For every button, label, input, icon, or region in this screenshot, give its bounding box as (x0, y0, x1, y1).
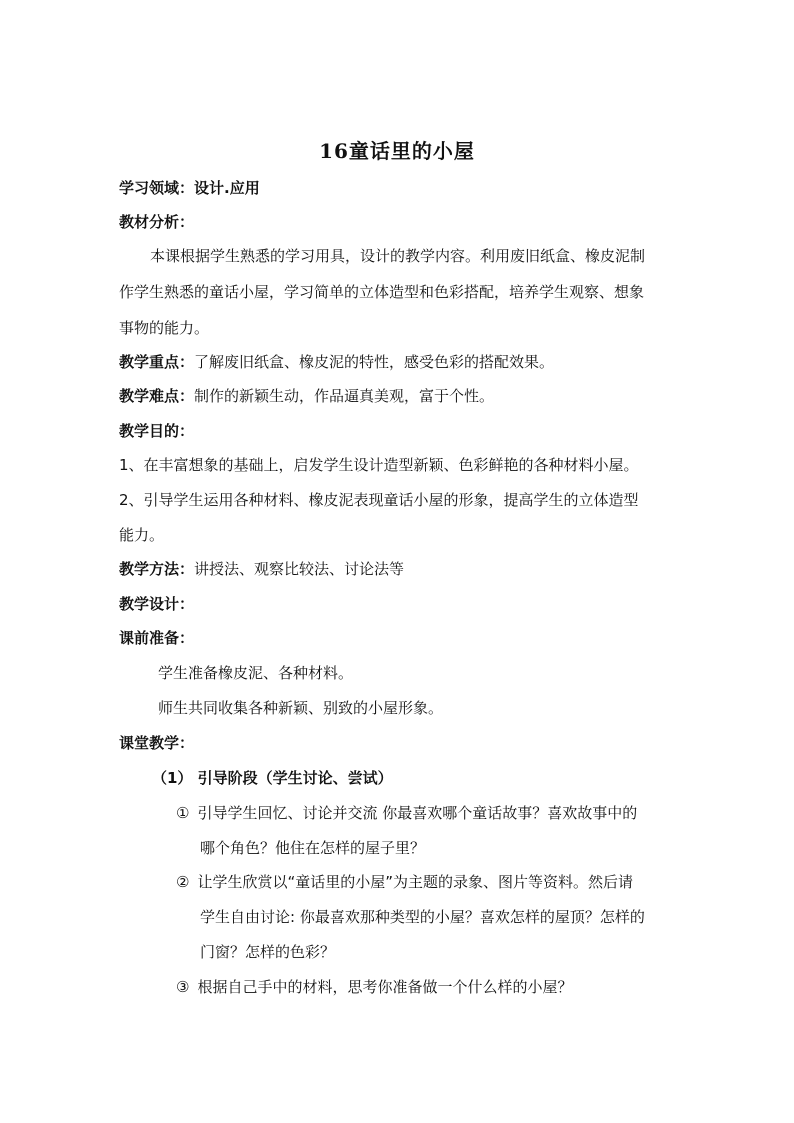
page-title: 16童话里的小屋 (319, 139, 475, 163)
field-value: 设计.应用 (194, 179, 260, 197)
step-number: ② (176, 873, 190, 891)
analysis-label: 教材分析： (119, 213, 195, 231)
method-value: 讲授法、观察比较法、讨论法等 (194, 560, 405, 578)
field-row (119, 178, 260, 198)
step-item (176, 977, 572, 997)
goal-item: 1、在丰富想象的基础上，启发学生设计造型新颖、色彩鲜艳的各种材料小屋。 (119, 456, 639, 474)
analysis-line: 事物的能力。 (119, 319, 210, 337)
step-line: 根据自己手中的材料，思考你准备做一个什么样的小屋？ (197, 978, 573, 996)
classroom-label: 课堂教学： (119, 734, 195, 752)
difficulty-row (119, 386, 494, 406)
step-line: 哪个角色？他住在怎样的屋子里？ (200, 839, 426, 857)
method-row (119, 559, 404, 579)
difficulty-label: 教学难点： (119, 387, 195, 405)
focus-row (119, 352, 554, 372)
step-line: 门窗？怎样的色彩？ (200, 943, 336, 961)
focus-label: 教学重点： (119, 353, 195, 371)
step-item (176, 872, 633, 892)
difficulty-value: 制作的新颖生动，作品逼真美观，富于个性。 (194, 387, 495, 405)
method-label: 教学方法： (119, 560, 195, 578)
stage-heading: （1） 引导阶段（学生讨论、尝试） (152, 769, 393, 787)
step-number: ① (176, 804, 190, 822)
design-label: 教学设计： (119, 595, 195, 613)
prep-line: 学生准备橡皮泥、各种材料。 (158, 664, 354, 682)
step-number: ③ (176, 978, 190, 996)
analysis-line: 本课根据学生熟悉的学习用具，设计的教学内容。利用废旧纸盒、橡皮泥制 (150, 247, 646, 265)
focus-value: 了解废旧纸盒、橡皮泥的特性，感受色彩的搭配效果。 (194, 353, 555, 371)
goals-label: 教学目的： (119, 422, 195, 440)
field-label: 学习领域： (119, 179, 195, 197)
step-line: 让学生欣赏以“童话里的小屋”为主题的录象、图片等资料。然后请 (197, 873, 633, 891)
prep-label: 课前准备： (119, 629, 195, 647)
step-line: 学生自由讨论: 你最喜欢那种类型的小屋？喜欢怎样的屋顶？怎样的 (200, 908, 645, 926)
step-line: 引导学生回忆、讨论并交流 你最喜欢哪个童话故事？喜欢故事中的 (197, 804, 638, 822)
prep-line: 师生共同收集各种新颖、别致的小屋形象。 (158, 699, 444, 717)
goal-item: 2、引导学生运用各种材料、橡皮泥表现童话小屋的形象，提高学生的立体造型 (119, 491, 639, 509)
step-item (176, 803, 637, 823)
analysis-line: 作学生熟悉的童话小屋，学习简单的立体造型和色彩搭配，培养学生观察、想象 (119, 283, 645, 301)
goal-item: 能力。 (119, 526, 165, 544)
